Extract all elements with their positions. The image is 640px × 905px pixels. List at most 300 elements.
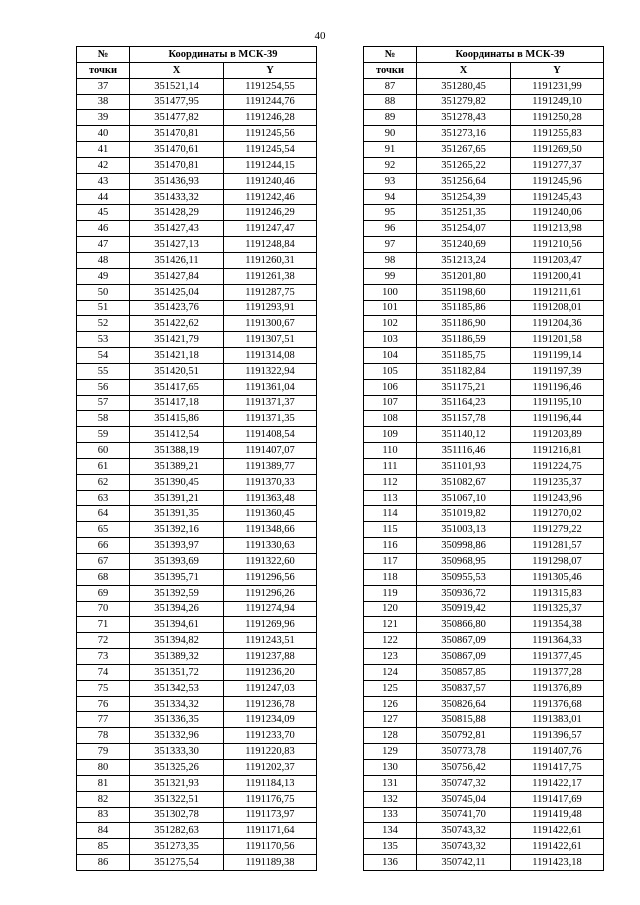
point-number-cell: 84 [77,823,130,839]
point-number-cell: 99 [364,268,417,284]
y-coordinate-cell: 1191269,96 [224,617,317,633]
y-coordinate-cell: 1191246,28 [224,110,317,126]
y-coordinate-cell: 1191237,88 [224,649,317,665]
table-row [77,554,317,570]
y-coordinate-cell: 1191195,10 [511,395,604,411]
point-number-cell: 41 [77,142,130,158]
y-coordinate-cell: 1191244,76 [224,94,317,110]
table-row [364,585,604,601]
table-row [77,268,317,284]
table-row [364,316,604,332]
table-row [364,173,604,189]
point-number-cell: 90 [364,126,417,142]
point-number-cell: 52 [77,316,130,332]
table-row [364,601,604,617]
y-coordinate-cell: 1191330,63 [224,538,317,554]
x-coordinate-cell: 351198,60 [417,284,511,300]
x-coordinate-cell: 350955,53 [417,569,511,585]
table-row [77,569,317,585]
table-row [364,189,604,205]
y-coordinate-cell: 1191202,37 [224,759,317,775]
point-number-cell: 78 [77,728,130,744]
y-coordinate-cell: 1191199,14 [511,348,604,364]
point-number-cell: 129 [364,744,417,760]
y-coordinate-cell: 1191235,37 [511,474,604,490]
table-row [364,617,604,633]
table-row [77,411,317,427]
x-coordinate-cell: 351251,35 [417,205,511,221]
x-coordinate-cell: 350919,42 [417,601,511,617]
table-row [77,316,317,332]
x-coordinate-cell: 351185,75 [417,348,511,364]
table-row [77,538,317,554]
table-row [364,268,604,284]
x-coordinate-cell: 351427,13 [130,237,224,253]
point-number-cell: 122 [364,633,417,649]
point-number-cell: 45 [77,205,130,221]
table-row [364,728,604,744]
point-number-cell: 61 [77,458,130,474]
x-coordinate-cell: 350745,04 [417,791,511,807]
table-row [364,490,604,506]
x-coordinate-cell: 351175,21 [417,379,511,395]
point-number-cell: 80 [77,759,130,775]
point-number-cell: 104 [364,348,417,364]
x-coordinate-cell: 351279,82 [417,94,511,110]
table-row [77,649,317,665]
table-row [77,807,317,823]
y-coordinate-cell: 1191279,22 [511,522,604,538]
table-row [77,427,317,443]
y-coordinate-cell: 1191325,37 [511,601,604,617]
x-coordinate-cell: 351420,51 [130,363,224,379]
table-row [77,173,317,189]
y-coordinate-cell: 1191376,68 [511,696,604,712]
point-number-cell: 112 [364,474,417,490]
point-number-cell: 121 [364,617,417,633]
point-number-cell: 92 [364,157,417,173]
x-coordinate-cell: 350743,32 [417,839,511,855]
point-number-cell: 134 [364,823,417,839]
x-coordinate-cell: 351186,90 [417,316,511,332]
y-coordinate-cell: 1191201,58 [511,332,604,348]
y-coordinate-cell: 1191274,94 [224,601,317,617]
x-coordinate-cell: 351521,14 [130,78,224,94]
y-coordinate-cell: 1191247,47 [224,221,317,237]
point-number-cell: 46 [77,221,130,237]
x-coordinate-cell: 351426,11 [130,252,224,268]
table-row [77,348,317,364]
x-coordinate-cell: 351427,84 [130,268,224,284]
y-coordinate-cell: 1191281,57 [511,538,604,554]
number-sign: № [97,48,109,60]
y-coordinate-cell: 1191417,69 [511,791,604,807]
x-coordinate-cell: 351003,13 [417,522,511,538]
x-coordinate-cell: 351275,54 [130,855,224,871]
x-coordinate-cell: 351019,82 [417,506,511,522]
x-coordinate-cell: 351351,72 [130,664,224,680]
x-coordinate-cell: 351389,21 [130,458,224,474]
point-number-cell: 68 [77,569,130,585]
y-coordinate-cell: 1191173,97 [224,807,317,823]
table-row [77,617,317,633]
x-coordinate-cell: 351116,46 [417,443,511,459]
x-coordinate-cell: 351334,32 [130,696,224,712]
point-number-cell: 85 [77,839,130,855]
table-row [77,728,317,744]
point-number-cell: 125 [364,680,417,696]
point-number-cell: 40 [77,126,130,142]
y-coordinate-cell: 1191354,38 [511,617,604,633]
table-row [364,664,604,680]
y-coordinate-cell: 1191396,57 [511,728,604,744]
point-number-cell: 55 [77,363,130,379]
table-row [77,696,317,712]
y-coordinate-cell: 1191213,98 [511,221,604,237]
x-coordinate-cell: 351280,45 [417,78,511,94]
y-coordinate-cell: 1191296,56 [224,569,317,585]
y-coordinate-cell: 1191361,04 [224,379,317,395]
point-number-cell: 124 [364,664,417,680]
table-row [77,284,317,300]
point-number-cell: 102 [364,316,417,332]
x-coordinate-cell: 350743,32 [417,823,511,839]
point-number-cell: 123 [364,649,417,665]
point-number-cell: 94 [364,189,417,205]
table-row [364,855,604,871]
y-coordinate-cell: 1191216,81 [511,443,604,459]
y-coordinate-cell: 1191270,02 [511,506,604,522]
point-number-cell: 118 [364,569,417,585]
y-coordinate-cell: 1191261,38 [224,268,317,284]
point-number-cell: 128 [364,728,417,744]
x-coordinate-cell: 351415,86 [130,411,224,427]
point-number-cell: 74 [77,664,130,680]
y-coordinate-cell: 1191293,91 [224,300,317,316]
table-row [77,458,317,474]
table-row [364,427,604,443]
x-coordinate-cell: 351433,32 [130,189,224,205]
x-coordinate-cell: 351392,16 [130,522,224,538]
x-coordinate-cell: 350867,09 [417,633,511,649]
point-number-cell: 44 [77,189,130,205]
point-number-header [77,47,130,63]
y-coordinate-cell: 1191242,46 [224,189,317,205]
table-row [77,395,317,411]
y-coordinate-cell: 1191240,46 [224,173,317,189]
x-coordinate-cell: 351067,10 [417,490,511,506]
table-row [77,712,317,728]
y-coordinate-cell: 1191377,45 [511,649,604,665]
y-coordinate-cell: 1191371,35 [224,411,317,427]
y-coordinate-cell: 1191231,99 [511,78,604,94]
y-coordinate-cell: 1191422,17 [511,775,604,791]
y-coordinate-cell: 1191422,61 [511,839,604,855]
y-coordinate-cell: 1191423,18 [511,855,604,871]
point-number-cell: 79 [77,744,130,760]
point-number-cell: 130 [364,759,417,775]
point-number-cell: 50 [77,284,130,300]
table-row [77,791,317,807]
point-number-cell: 114 [364,506,417,522]
table-row [77,252,317,268]
x-coordinate-cell: 351164,23 [417,395,511,411]
table-row [77,775,317,791]
x-coordinate-cell: 350866,80 [417,617,511,633]
table-row [364,823,604,839]
x-coordinate-cell: 351186,59 [417,332,511,348]
table-row [364,348,604,364]
point-number-cell: 89 [364,110,417,126]
x-coordinate-cell: 351325,26 [130,759,224,775]
x-coordinate-cell: 351322,51 [130,791,224,807]
point-number-cell: 64 [77,506,130,522]
y-coordinate-cell: 1191370,33 [224,474,317,490]
y-coordinate-cell: 1191243,96 [511,490,604,506]
y-coordinate-cell: 1191247,03 [224,680,317,696]
point-number-cell: 120 [364,601,417,617]
x-coordinate-cell: 351140,12 [417,427,511,443]
point-number-cell: 136 [364,855,417,871]
x-coordinate-cell: 351470,81 [130,157,224,173]
x-coordinate-cell: 351477,82 [130,110,224,126]
point-label-header: точки [364,62,417,78]
x-coordinate-cell: 351342,53 [130,680,224,696]
point-number-cell: 117 [364,554,417,570]
x-coordinate-cell: 351477,95 [130,94,224,110]
table-row [77,633,317,649]
point-number-cell: 135 [364,839,417,855]
x-coordinate-cell: 351265,22 [417,157,511,173]
y-coordinate-cell: 1191236,78 [224,696,317,712]
x-coordinate-cell: 350773,78 [417,744,511,760]
y-coordinate-cell: 1191287,75 [224,284,317,300]
point-number-cell: 127 [364,712,417,728]
y-coordinate-cell: 1191260,31 [224,252,317,268]
point-number-cell: 110 [364,443,417,459]
table-row [77,221,317,237]
point-number-cell: 111 [364,458,417,474]
table-row [364,363,604,379]
table-row [364,839,604,855]
point-number-cell: 77 [77,712,130,728]
x-coordinate-cell: 351428,29 [130,205,224,221]
y-coordinate-cell: 1191364,33 [511,633,604,649]
table-row [364,791,604,807]
x-coordinate-cell: 350998,86 [417,538,511,554]
point-number-cell: 113 [364,490,417,506]
table-row [77,823,317,839]
y-coordinate-cell: 1191203,47 [511,252,604,268]
point-number-cell: 131 [364,775,417,791]
x-coordinate-cell: 351256,64 [417,173,511,189]
page-number: 40 [314,30,326,42]
point-number-cell: 116 [364,538,417,554]
x-coordinate-cell: 351394,61 [130,617,224,633]
y-coordinate-cell: 1191348,66 [224,522,317,538]
y-coordinate-cell: 1191203,89 [511,427,604,443]
point-number-cell: 65 [77,522,130,538]
point-number-cell: 53 [77,332,130,348]
point-number-cell: 66 [77,538,130,554]
x-coordinate-cell: 351436,93 [130,173,224,189]
table-row [364,680,604,696]
table-row [364,221,604,237]
x-column-header: X [417,62,511,78]
point-number-cell: 97 [364,237,417,253]
point-number-cell: 132 [364,791,417,807]
y-coordinate-cell: 1191245,96 [511,173,604,189]
y-coordinate-cell: 1191298,07 [511,554,604,570]
x-coordinate-cell: 351394,82 [130,633,224,649]
y-coordinate-cell: 1191277,37 [511,157,604,173]
y-coordinate-cell: 1191407,07 [224,443,317,459]
point-number-cell: 119 [364,585,417,601]
point-number-cell: 57 [77,395,130,411]
point-number-cell: 48 [77,252,130,268]
point-number-cell: 82 [77,791,130,807]
table-row [77,332,317,348]
x-coordinate-cell: 351425,04 [130,284,224,300]
table-row [364,395,604,411]
y-coordinate-cell: 1191363,48 [224,490,317,506]
x-coordinate-cell: 351273,35 [130,839,224,855]
y-coordinate-cell: 1191419,48 [511,807,604,823]
table-row [364,744,604,760]
point-number-cell: 88 [364,94,417,110]
table-body-right [364,78,604,870]
y-coordinate-cell: 1191240,06 [511,205,604,221]
point-number-cell: 86 [77,855,130,871]
table-row [364,538,604,554]
point-number-cell: 101 [364,300,417,316]
table-row [77,759,317,775]
point-number-cell: 105 [364,363,417,379]
x-coordinate-cell: 351470,81 [130,126,224,142]
x-coordinate-cell: 351278,43 [417,110,511,126]
table-row [77,237,317,253]
table-row [77,205,317,221]
table-row [364,252,604,268]
x-coordinate-cell: 350826,64 [417,696,511,712]
point-number-cell: 51 [77,300,130,316]
point-number-cell: 81 [77,775,130,791]
point-number-cell: 106 [364,379,417,395]
x-coordinate-cell: 351388,19 [130,443,224,459]
table-row [77,300,317,316]
x-coordinate-cell: 351336,35 [130,712,224,728]
table-row [364,205,604,221]
x-coordinate-cell: 351470,61 [130,142,224,158]
point-number-cell: 60 [77,443,130,459]
y-coordinate-cell: 1191314,08 [224,348,317,364]
table-row [364,696,604,712]
y-coordinate-cell: 1191245,43 [511,189,604,205]
coordinates-table-right [363,46,604,871]
y-coordinate-cell: 1191245,54 [224,142,317,158]
table-row [364,649,604,665]
coordinates-table-left [76,46,317,871]
table-row [77,443,317,459]
table-row [77,157,317,173]
point-label-header: точки [77,62,130,78]
point-number-cell: 67 [77,554,130,570]
point-number-cell: 115 [364,522,417,538]
x-coordinate-cell: 351423,76 [130,300,224,316]
table-row [77,855,317,871]
x-coordinate-cell: 351082,67 [417,474,511,490]
point-number-header [364,47,417,63]
table-row [77,585,317,601]
point-number-cell: 75 [77,680,130,696]
point-number-cell: 107 [364,395,417,411]
x-coordinate-cell: 351267,65 [417,142,511,158]
x-coordinate-cell: 351395,71 [130,569,224,585]
point-number-cell: 103 [364,332,417,348]
x-coordinate-cell: 351391,21 [130,490,224,506]
point-number-cell: 133 [364,807,417,823]
x-coordinate-cell: 350837,57 [417,680,511,696]
point-number-cell: 47 [77,237,130,253]
x-coordinate-cell: 351417,65 [130,379,224,395]
x-coordinate-cell: 351333,30 [130,744,224,760]
point-number-cell: 108 [364,411,417,427]
point-number-cell: 109 [364,427,417,443]
coordinates-header: Координаты в МСК-39 [130,47,317,63]
y-coordinate-cell: 1191371,37 [224,395,317,411]
point-number-cell: 42 [77,157,130,173]
table-row [364,142,604,158]
x-coordinate-cell: 350867,09 [417,649,511,665]
y-coordinate-cell: 1191246,29 [224,205,317,221]
point-number-cell: 58 [77,411,130,427]
y-coordinate-cell: 1191389,77 [224,458,317,474]
x-coordinate-cell: 351393,97 [130,538,224,554]
table-row [364,379,604,395]
point-number-cell: 98 [364,252,417,268]
point-number-cell: 91 [364,142,417,158]
table-row [364,157,604,173]
point-number-cell: 87 [364,78,417,94]
table-row [364,474,604,490]
table-row [364,126,604,142]
table-row [364,94,604,110]
x-coordinate-cell: 351185,86 [417,300,511,316]
y-coordinate-cell: 1191189,38 [224,855,317,871]
y-coordinate-cell: 1191322,94 [224,363,317,379]
table-row [77,474,317,490]
table-row [364,712,604,728]
table-row [364,554,604,570]
table-row [77,379,317,395]
table-row [77,94,317,110]
point-number-cell: 100 [364,284,417,300]
table-row [77,189,317,205]
x-coordinate-cell: 350792,81 [417,728,511,744]
x-coordinate-cell: 351332,96 [130,728,224,744]
point-number-cell: 69 [77,585,130,601]
y-coordinate-cell: 1191408,54 [224,427,317,443]
x-coordinate-cell: 351417,18 [130,395,224,411]
y-coordinate-cell: 1191197,39 [511,363,604,379]
x-coordinate-cell: 351101,93 [417,458,511,474]
y-coordinate-cell: 1191417,75 [511,759,604,775]
y-coordinate-cell: 1191208,01 [511,300,604,316]
y-coordinate-cell: 1191305,46 [511,569,604,585]
point-number-cell: 63 [77,490,130,506]
table-row [364,522,604,538]
point-number-cell: 43 [77,173,130,189]
